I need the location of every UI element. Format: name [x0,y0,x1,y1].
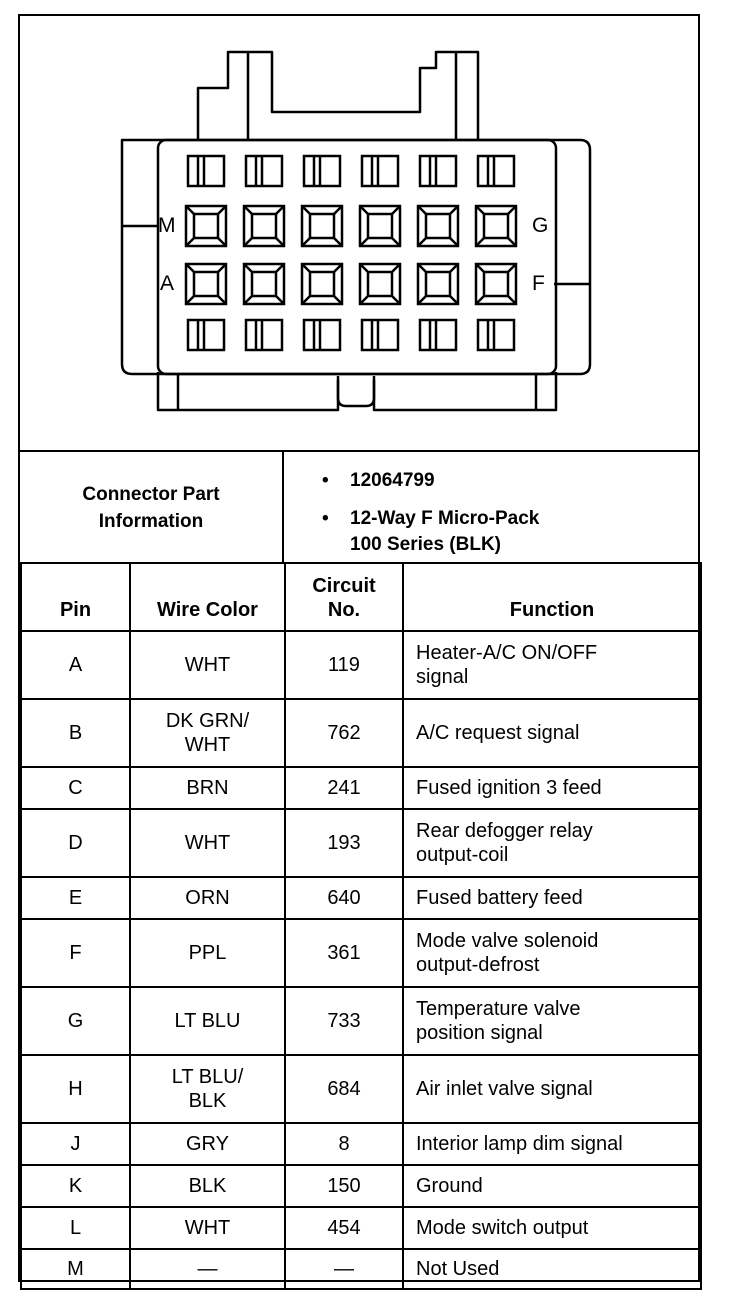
circuit-cell: 8 [285,1123,403,1165]
header-circuit: Circuit No. [285,563,403,631]
pin-cell: G [21,987,130,1055]
table-row [21,1165,701,1207]
pin-cell: F [21,919,130,987]
wire-color-cell: GRY [130,1123,285,1165]
wire-color-cell: WHT [130,1207,285,1249]
circuit-cell: 640 [285,877,403,919]
wire-color-cell: DK GRN/ WHT [130,699,285,767]
cavity-top-1 [188,156,224,186]
wire-color-cell: BLK [130,1165,285,1207]
cavity-bottom-2 [246,320,282,350]
connector-diagram [20,16,700,450]
cavity-bottom-6 [478,320,514,350]
function-cell: Temperature valve position signal [403,987,701,1055]
part-number: • 12064799 [322,470,435,491]
pin-cell: A [21,631,130,699]
function-cell: Mode valve solenoid output-defrost [403,919,701,987]
cavity-bottom-4 [362,320,398,350]
table-row [21,1123,701,1165]
wire-color-cell: PPL [130,919,285,987]
cavity-mid-upper-3 [302,206,342,246]
cavity-mid-upper-1 [186,206,226,246]
pin-label-a: A [160,272,175,295]
connector-frame [18,14,700,1282]
circuit-cell: 361 [285,919,403,987]
wire-color-cell: LT BLU [130,987,285,1055]
cavity-mid-upper-4 [360,206,400,246]
pin-cell: L [21,1207,130,1249]
part-number-text: 12064799 [350,470,435,491]
pin-cell: C [21,767,130,809]
cavity-mid-lower-2 [244,264,284,304]
function-cell: Air inlet valve signal [403,1055,701,1123]
cavity-mid-upper-5 [418,206,458,246]
circuit-cell: 119 [285,631,403,699]
cavity-top-6 [478,156,514,186]
cavity-bottom-5 [420,320,456,350]
circuit-cell: 454 [285,1207,403,1249]
table-row [21,767,701,809]
pin-label-m: M [158,214,176,237]
connector-info-label: Connector Part Information [20,452,284,564]
table-row [21,809,701,877]
function-cell: Mode switch output [403,1207,701,1249]
connector-part-information [20,450,700,564]
connector-key [338,380,374,406]
cavity-mid-lower-5 [418,264,458,304]
connector-face-drawing [20,16,700,450]
pin-label-f: F [532,272,545,295]
circuit-cell: 762 [285,699,403,767]
wire-color-cell: WHT [130,631,285,699]
cavity-mid-upper-2 [244,206,284,246]
table-header-row [21,563,701,631]
table-row [21,1207,701,1249]
function-cell: Ground [403,1165,701,1207]
header-function: Function [403,563,701,631]
cavity-mid-lower-3 [302,264,342,304]
pin-cell: M [21,1249,130,1289]
function-cell: A/C request signal [403,699,701,767]
function-cell: Rear defogger relay output-coil [403,809,701,877]
table-row [21,631,701,699]
cavity-mid-lower-6 [476,264,516,304]
connector-face [158,140,556,374]
cavity-top-3 [304,156,340,186]
wire-color-cell: LT BLU/ BLK [130,1055,285,1123]
circuit-cell: 733 [285,987,403,1055]
pin-cell: B [21,699,130,767]
function-cell: Heater-A/C ON/OFF signal [403,631,701,699]
wire-color-cell: — [130,1249,285,1289]
pin-cell: K [21,1165,130,1207]
table-row [21,987,701,1055]
function-cell: Fused battery feed [403,877,701,919]
function-cell: Not Used [403,1249,701,1289]
pin-cell: H [21,1055,130,1123]
cavity-mid-lower-4 [360,264,400,304]
cavity-top-5 [420,156,456,186]
function-cell: Interior lamp dim signal [403,1123,701,1165]
header-pin: Pin [21,563,130,631]
function-cell: Fused ignition 3 feed [403,767,701,809]
connector-type-text: 12-Way F Micro-Pack 100 Series (BLK) [350,508,540,555]
circuit-cell: 684 [285,1055,403,1123]
wire-color-cell: ORN [130,877,285,919]
cavity-group [186,156,516,350]
connector-type: • 12-Way F Micro-Pack 100 Series (BLK) [322,508,540,555]
connector-info-details [322,468,539,570]
circuit-cell: 150 [285,1165,403,1207]
pin-cell: D [21,809,130,877]
cavity-bottom-3 [304,320,340,350]
table-row [21,1055,701,1123]
header-wire-color: Wire Color [130,563,285,631]
cavity-mid-lower-1 [186,264,226,304]
wire-color-cell: BRN [130,767,285,809]
pin-table [20,562,702,1290]
connector-housing [122,140,590,374]
pin-label-g: G [532,214,549,237]
cavity-top-2 [246,156,282,186]
table-row [21,877,701,919]
pin-cell: J [21,1123,130,1165]
cavity-bottom-1 [188,320,224,350]
table-row [21,699,701,767]
wire-color-cell: WHT [130,809,285,877]
circuit-cell: 241 [285,767,403,809]
cavity-top-4 [362,156,398,186]
connector-latch [198,52,478,140]
circuit-cell: 193 [285,809,403,877]
table-row [21,1249,701,1289]
pin-cell: E [21,877,130,919]
table-row [21,919,701,987]
circuit-cell: — [285,1249,403,1289]
cavity-mid-upper-6 [476,206,516,246]
